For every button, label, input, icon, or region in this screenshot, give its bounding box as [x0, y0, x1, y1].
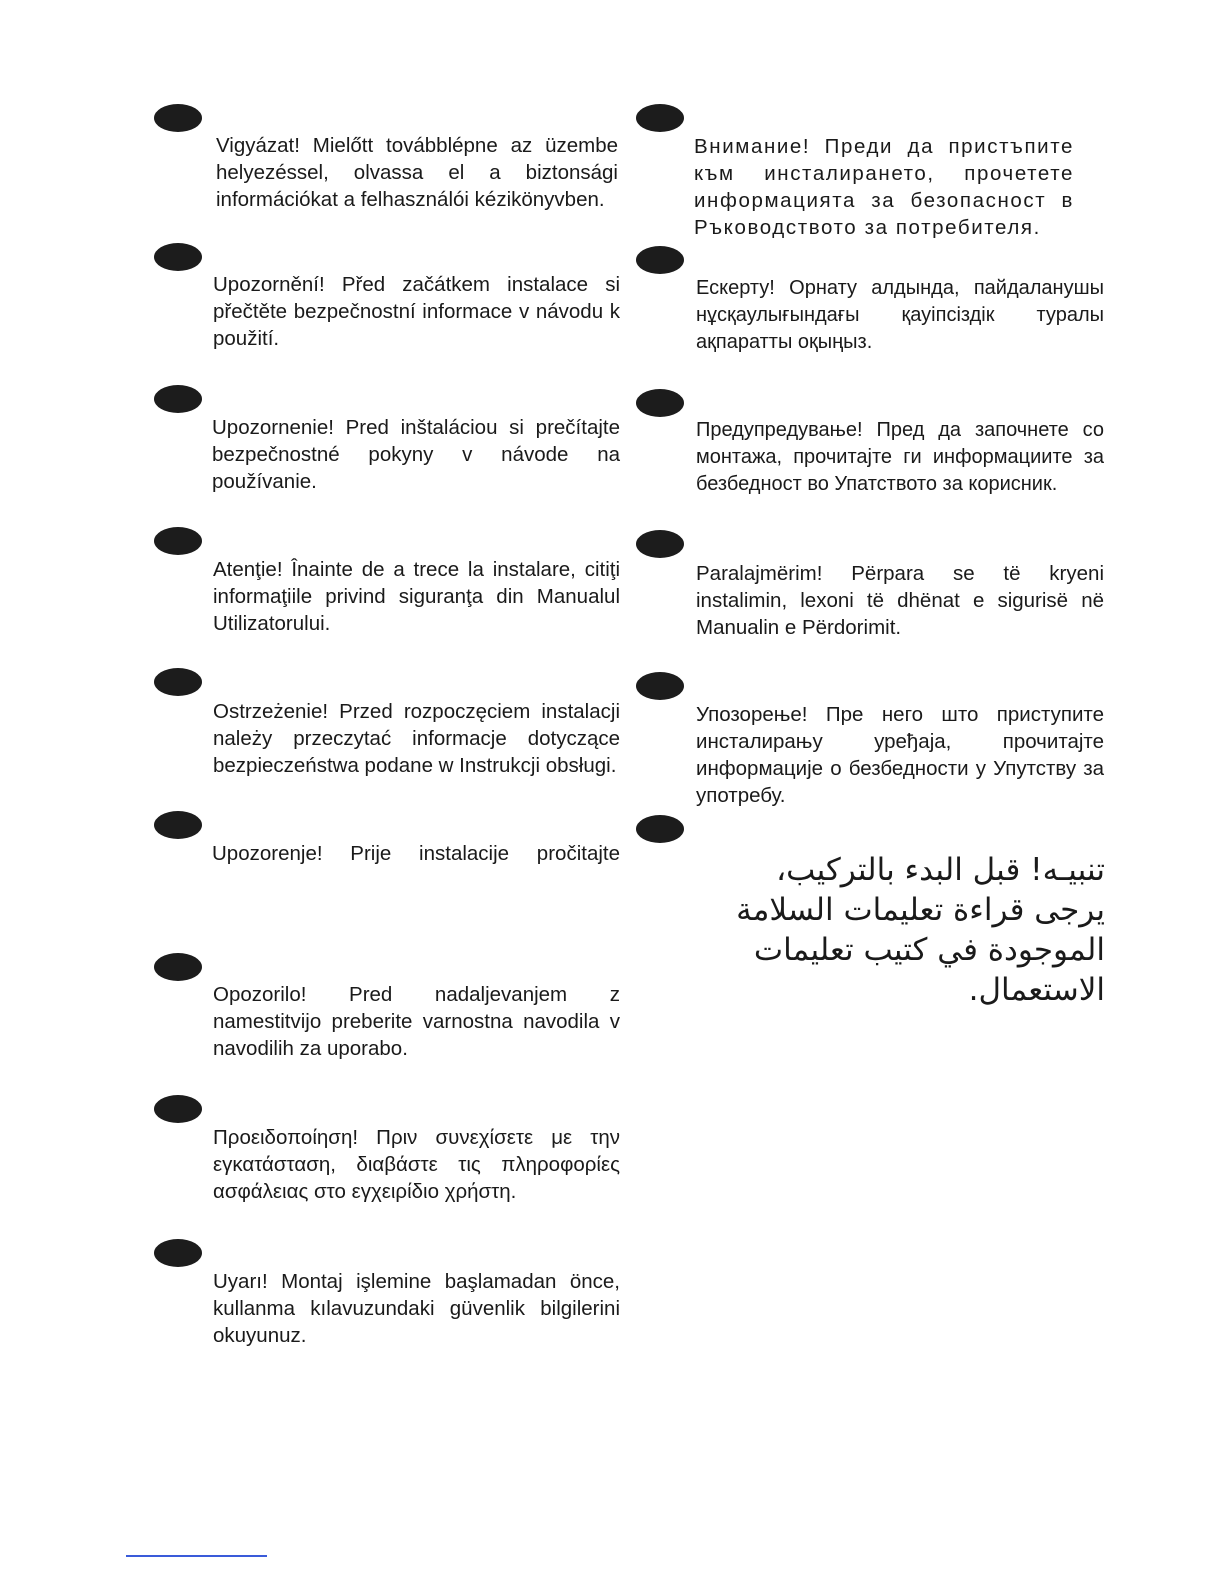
language-badge-sl	[154, 953, 202, 981]
language-badge-sr	[636, 672, 684, 700]
notice-hr: Upozorenje! Prije instalacije pročitajte	[212, 842, 620, 865]
notice-sq: Paralajmërim! Përpara se të kryeni instalimin, lexoni të dhënat e sigurisë në Manualin e Përdorimit.	[696, 562, 1104, 639]
notice-cs: Upozornění! Před začátkem instalace si přečtěte bezpečnostní informace v návodu k použití.	[213, 273, 620, 350]
notice-sk: Upozornenie! Pred inštaláciou si prečítajte bezpečnostné pokyny v návode na používanie.	[212, 416, 620, 493]
language-badge-hu	[154, 104, 202, 132]
language-badge-mk	[636, 389, 684, 417]
notice-sr: Упозорење! Пре него што приступите инсталирању уређаја, прочитајте информације о безбедности у Упутству за употребу.	[696, 703, 1104, 807]
language-badge-ro	[154, 527, 202, 555]
language-badge-sk	[154, 385, 202, 413]
language-badge-pl	[154, 668, 202, 696]
notice-bg: Внимание! Преди да пристъпите към инсталирането, прочетете информацията за безопасност в Ръководството за потребителя.	[694, 135, 1074, 239]
notice-kk: Ескерту! Орнату алдында, пайдаланушы нұсқаулығындағы қауіпсіздік туралы ақпаратты оқыңыз.	[696, 277, 1104, 353]
language-badge-sq	[636, 530, 684, 558]
language-badge-ar	[636, 815, 684, 843]
footer-rule	[126, 1555, 267, 1557]
language-badge-el	[154, 1095, 202, 1123]
notice-pl: Ostrzeżenie! Przed rozpoczęciem instalacji należy przeczytać informacje dotyczące bezpieczeństwa podane w Instrukcji obsługi.	[213, 700, 620, 777]
notice-tr: Uyarı! Montaj işlemine başlamadan önce, kullanma kılavuzundaki güvenlik bilgilerini okuyunuz.	[213, 1270, 620, 1347]
language-badge-hr	[154, 811, 202, 839]
language-badge-cs	[154, 243, 202, 271]
language-badge-bg	[636, 104, 684, 132]
language-badge-tr	[154, 1239, 202, 1267]
notice-hu: Vigyázat! Mielőtt továbblépne az üzembe helyezéssel, olvassa el a biztonsági információkat a felhasználói kézikönyvben.	[216, 134, 618, 211]
notice-ro: Atenţie! Înainte de a trece la instalare, citiţi informaţiile privind siguranţa din Manualul Utilizatorului.	[213, 558, 620, 635]
notice-ar: تنبيـه! قبل البدء بالتركيب، يرجى قراءة تعليمات السلامة الموجودة في كتيب تعليمات الاستعمال.	[736, 852, 1105, 1008]
notice-mk: Предупредување! Пред да започнете со монтажа, прочитајте ги информациите за безбедност во Упатството за корисник.	[696, 419, 1104, 495]
notice-el: Προειδοποίηση! Πριν συνεχίσετε με την εγκατάσταση, διαβάστε τις πληροφορίες ασφάλειας στο εγχειρίδιο χρήστη.	[213, 1126, 620, 1203]
notice-sl: Opozorilo! Pred nadaljevanjem z namestitvijo preberite varnostna navodila v navodilih za uporabo.	[213, 983, 620, 1060]
language-badge-kk	[636, 246, 684, 274]
